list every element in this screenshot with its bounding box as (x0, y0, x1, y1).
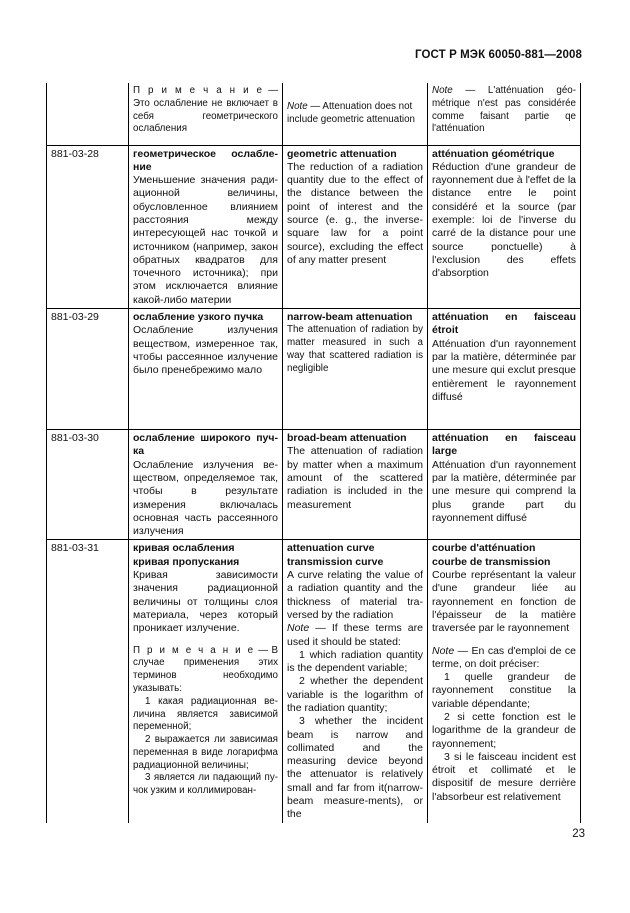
ru-note-cell (129, 83, 283, 145)
page-number: 23 (572, 828, 585, 840)
code-cell (47, 83, 129, 145)
fr-term: atténuation en faisceau large (432, 432, 576, 458)
ru-note-item: 1 какая радиационная величина является зависимой переменной; (133, 695, 278, 733)
en-note-item: 3 whether the incident beam is narrow and collimated and the measuring device beyond the attenuator is relatively small and far from it(narrow-beam measure-ments), or the (287, 715, 423, 821)
fr-term-synonym: courbe de transmission (432, 555, 551, 568)
en-term-synonym: transmission curve (287, 555, 384, 568)
ru-term: ослабление узкого пучка (133, 311, 264, 324)
ru-note-intro: — В случае применения этих терминов необходимо указывать: (133, 644, 278, 694)
en-note-label: Note (287, 100, 308, 112)
ru-note-text: — Это ослабление не включает в себя геометрического ослабления (133, 85, 278, 135)
en-term: geometric attenuation (287, 147, 397, 160)
fr-term: atténuation en faisceau étroit (432, 311, 576, 337)
fr-definition: Atténuation d'un rayonnement par la matière, déterminée par une mesure qui comprend la plus grande part du rayonnement diffusé (432, 458, 576, 524)
en-note-text: — Attenuation does not include geometric attenuation (287, 100, 415, 125)
ru-definition: Уменьшение значения радиационной величины, обусловленное влиянием расстояния между интересующей нас точкой и источником (например, закон обратных квадратов для точечного источника); при этом исключается влияние какой-либо материи (133, 174, 278, 306)
en-term: attenuation curve (287, 542, 375, 555)
term-row (47, 540, 581, 823)
en-term: broad-beam attenuation (287, 432, 407, 445)
term-code: 881-03-28 (47, 145, 129, 309)
en-note-item: 2 whether the dependent variable is the logarithm of the radiation quantity; (287, 675, 423, 714)
fr-term: courbe d'atténuation (432, 542, 536, 555)
fr-definition: Réduction d'une grandeur de rayonnement due à l'effet de la distance entre le point considéré et la source (par exemple: loi de l'inverse du carré de la distance pour une source ponctuelle) à l'exclusion des effets d'absorption (432, 160, 576, 280)
continuation-row (47, 83, 581, 145)
terms-table (46, 83, 581, 823)
fr-note-item: 1 quelle grandeur de rayonnement constitue la variable dépendante; (432, 671, 576, 710)
term-row (47, 145, 581, 309)
fr-note-label: Note (432, 85, 453, 96)
term-code: 881-03-31 (47, 540, 129, 823)
en-term: narrow-beam attenuation (287, 311, 413, 324)
ru-definition: Ослабление излучения веществом, определяемое так, чтобы в результате измерения включалась основная часть рассеянного излучения (133, 458, 278, 538)
fr-note-intro: — En cas d'emploi de ce terme, on doit préciser: (432, 644, 576, 670)
en-definition: The attenuation of radiation by matter when a maximum amount of the scattered radiation is included in the measurement (287, 445, 423, 511)
ru-term-synonym: кривая пропускания (133, 555, 240, 568)
ru-definition: Ослабление излучения веществом, измеренное так, чтобы рассеянное излучение было пренебрежимо мало (133, 324, 278, 377)
fr-definition: Courbe représentant la valeur d'une grandeur liée au rayonnement en fonction de l'épaisseur de la matière traversée par le rayonnement (432, 569, 576, 635)
fr-definition: Atténuation d'un rayonnement par la matière, déterminée par une mesure qui exclut presque entièrement le rayonnement diffusé (432, 337, 576, 403)
ru-term: кривая ослабления (133, 542, 235, 555)
fr-note-item: 3 si le faisceau incident est étroit et collimaté et le dispositif de mesure derrière l'absorbeur est relativement (432, 750, 576, 803)
en-definition: The attenuation of radiation by matter measured in such a way that scattered radiation is negligible (287, 324, 423, 374)
fr-term: atténuation géométrique (432, 147, 555, 160)
ru-term: геометрическое ослабление (133, 147, 278, 173)
document-header: ГОСТ Р МЭК 60050-881—2008 (415, 49, 582, 61)
ru-note-item: 3 является ли падающий пучок узким и коллимирован- (133, 772, 278, 797)
en-note-intro: — If these terms are used it should be stated: (287, 622, 423, 648)
fr-note-item: 2 si cette fonction est le logarithme de la grandeur de rayonnement; (432, 711, 576, 750)
ru-definition: Кривая зависимости значения радиационной величины от толщины слоя материала, через который проникает излучение. (133, 569, 278, 635)
fr-note-label: Note (432, 644, 455, 657)
ru-note-item: 2 выражается ли зависимая переменная в виде логарифма радиационной величины; (133, 734, 278, 771)
ru-term: ослабление широкого пучка (133, 432, 278, 458)
ru-note-label: П р и м е ч а н и е (133, 85, 264, 96)
en-note-item: 1 which radiation quantity is the dependent variable; (287, 648, 423, 675)
en-note-cell (283, 83, 428, 145)
term-row (47, 309, 581, 430)
term-code: 881-03-29 (47, 309, 129, 430)
en-note-label: Note (287, 622, 310, 635)
en-definition: A curve relating the value of a radiation quantity and the thickness of material traversed by the radiation (287, 569, 423, 621)
ru-note-label: П р и м е ч а н и е (133, 644, 255, 656)
term-code: 881-03-30 (47, 430, 129, 540)
fr-note-cell (428, 83, 581, 145)
term-row (47, 430, 581, 540)
en-definition: The reduction of a radiation quantity due to the effect of the distance between the point of interest and the source (e. g., the inverse-square law for a point source), excluding the effect of any matter present (287, 160, 423, 266)
fr-note-text: — L'atténuation géométrique n'est pas considérée comme faisant partie qe l'atténuation (432, 85, 576, 135)
